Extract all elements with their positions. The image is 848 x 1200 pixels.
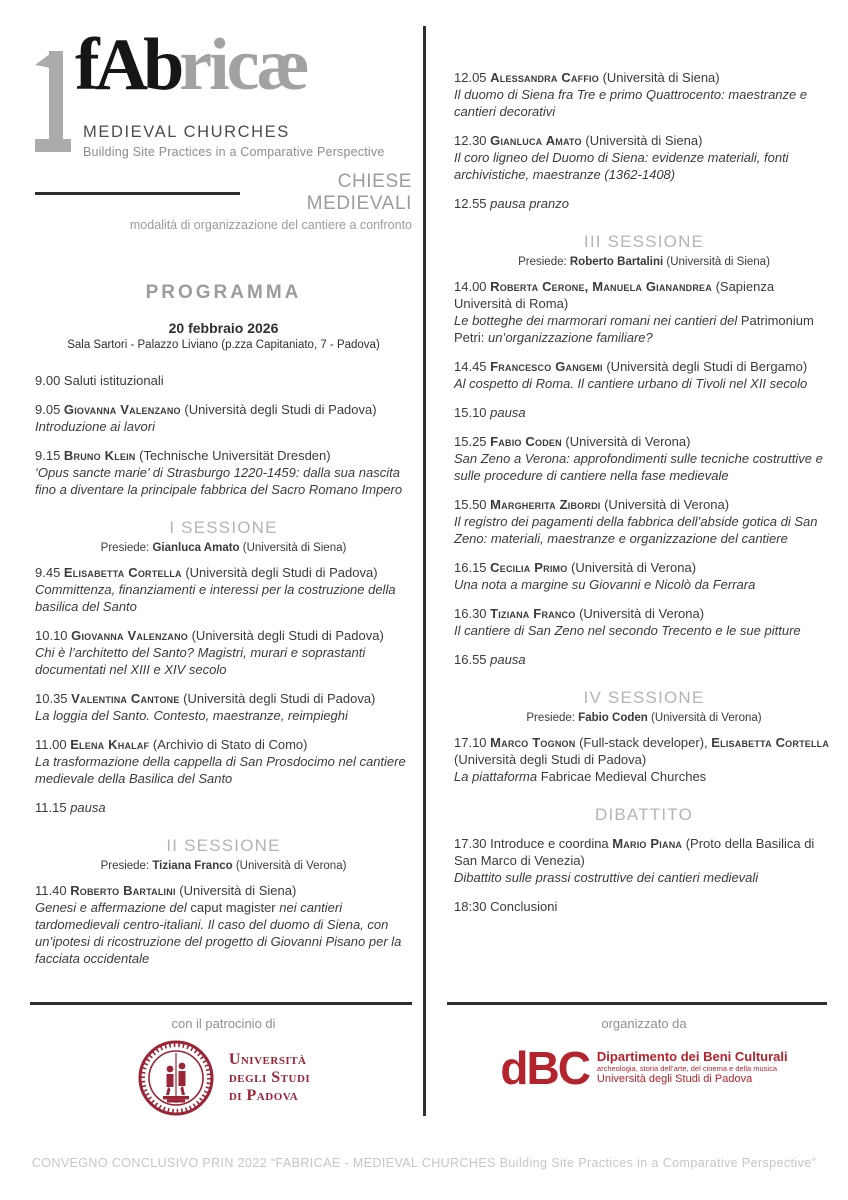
schedule-line: 12.55 pausa pranzo [454, 196, 569, 211]
entry-speaker-line: 10.35 Valentina Cantone (Università degli Studi di Padova) [35, 691, 376, 706]
schedule-entry [35, 690, 412, 724]
schedule-entry [454, 835, 834, 886]
schedule-entry [35, 736, 412, 787]
schedule-line: 15.10 pausa [454, 405, 526, 420]
entry-talk-title: Il cantiere di San Zeno nel secondo Trecento e le sue pitture [454, 623, 801, 638]
unipd-name-line: degli Studi [228, 1069, 311, 1086]
program-date: 20 febbraio 2026 [168, 320, 279, 336]
schedule-entry [454, 605, 834, 639]
entry-talk-title: Committenza, finanziamenti e interessi per la costruzione della basilica del Santo [35, 582, 396, 614]
entry-speaker-line: 16.30 Tiziana Franco (Università di Verona) [454, 606, 705, 621]
program-title: PROGRAMMA [145, 282, 302, 303]
entry-speaker-line: 11.00 Elena Khalaf (Archivio di Stato di Como) [35, 737, 308, 752]
session-title: IV SESSIONE [583, 688, 705, 707]
right-column [454, 48, 834, 927]
entry-speaker-line: 11.40 Roberto Bartalini (Università di Siena) [35, 883, 297, 898]
entry-talk-title: Chi è l’architetto del Santo? Magistri, murari e soprastanti documentati nel XIII e XIV secolo [35, 645, 366, 677]
left-column [35, 24, 412, 979]
schedule-entry [35, 627, 412, 678]
logo-wordmark [75, 25, 307, 105]
patronage-label: con il patrocinio di [171, 1016, 276, 1031]
entry-talk-title: Una nota a margine su Giovanni e Nicolò da Ferrara [454, 577, 756, 592]
unipd-name-line: Università [228, 1051, 307, 1068]
entry-speaker-line: 9.05 Giovanna Valenzano (Università degli Studi di Padova) [35, 402, 377, 417]
logo-tagline-english: Building Site Practices in a Comparative Perspective [83, 145, 385, 159]
entry-talk-title: La trasformazione della cappella di San Prosdocimo nel cantiere medievale della Basilica del Santo [35, 754, 406, 786]
subtitle-italian: modalità di organizzazione del cantiere a confronto [129, 218, 412, 232]
session-title: DIBATTITO [594, 805, 693, 824]
entry-speaker-line: 12.05 Alessandra Caffio (Università di Siena) [454, 70, 720, 85]
dbc-department-name: Dipartimento dei Beni Culturali [596, 1049, 788, 1064]
fabricae-logo [35, 24, 412, 165]
entry-talk-title: La loggia del Santo. Contesto, maestranze, reimpieghi [35, 708, 348, 723]
session-header [454, 805, 834, 825]
entry-talk-title: Dibattito sulle prassi costruttive dei cantieri medievali [454, 870, 759, 885]
entry-speaker-line: 15.50 Margherita Zibordi (Università di Verona) [454, 497, 730, 512]
logo-subtitle-english: MEDIEVAL CHURCHES [83, 123, 290, 141]
footer-text: CONVEGNO CONCLUSIVO PRIN 2022 “FABRICAE - MEDIEVAL CHURCHES Building Site Practices in a Comparative Perspective” [31, 1156, 817, 1170]
unipd-name-line: di Padova [228, 1087, 299, 1104]
unipd-name [229, 1051, 310, 1105]
column-right-list [454, 69, 834, 915]
session-header [35, 518, 412, 554]
organizer-label: organizzato da [601, 1016, 687, 1031]
organizer-block [454, 1016, 834, 1094]
schedule-entry [454, 734, 834, 785]
column-left-list [35, 372, 412, 967]
schedule-entry [454, 69, 834, 120]
dbc-university-name: Università degli Studi di Padova [596, 1073, 753, 1085]
italian-header [35, 171, 412, 232]
schedule-entry [454, 559, 834, 593]
entry-talk-title: San Zeno a Verona: approfondimenti sulle tecniche costruttive e sulle procedure di cantiere nella fase medievale [454, 451, 823, 483]
session-header [35, 836, 412, 872]
program-venue: Sala Sartori - Palazzo Liviano (p.zza Capitaniato, 7 - Padova) [67, 339, 380, 351]
patronage-block [35, 1016, 412, 1117]
schedule-entry [454, 433, 834, 484]
session-chair: Presiede: Gianluca Amato (Università di Siena) [100, 542, 347, 554]
header-rule [35, 192, 240, 195]
entry-speaker-line: 9.15 Bruno Klein (Technische Universität Dresden) [35, 448, 331, 463]
entry-talk-title: ‘Opus sancte marie’ di Strasburgo 1220-1459: dalla sua nascita fino a diventare la principale fabbrica del Sacro Romano Impero [35, 465, 403, 497]
schedule-entry [35, 882, 412, 967]
entry-speaker-line: 14.45 Francesco Gangemi (Università degli Studi di Bergamo) [454, 359, 808, 374]
entry-speaker-line: 17.30 Introduce e coordina Mario Piana (Proto della Basilica di San Marco di Venezia) [454, 836, 815, 868]
left-bottom-rule [30, 1002, 412, 1005]
entry-talk-title: Il registro dei pagamenti della fabbrica dell’abside gotica di San Zeno: materiali, maestranze e organizzazione del cantiere [454, 514, 818, 546]
entry-speaker-line: 16.15 Cecilia Primo (Università di Verona) [454, 560, 697, 575]
entry-talk-title: Al cospetto di Roma. Il cantiere urbano di Tivoli nel XII secolo [454, 376, 808, 391]
entry-talk-title: Genesi e affermazione del caput magister nei cantieri tardomedievali centro-italiani. Il caso del duomo di Siena, con un’ipotesi di ricostruzione del progetto di Giovanni Pisano per la facciata occidentale [35, 900, 402, 966]
session-title: I SESSIONE [169, 518, 278, 537]
schedule-line: 18:30 Conclusioni [454, 899, 558, 914]
session-header [454, 232, 834, 268]
session-title: III SESSIONE [583, 232, 705, 251]
dbc-logo: dBC [500, 1042, 589, 1094]
entry-talk-title: Il coro ligneo del Duomo di Siena: evidenze materiali, fonti archivistiche, maestranze (1362-1408) [454, 150, 789, 182]
session-chair: Presiede: Tiziana Franco (Università di Verona) [100, 860, 347, 872]
schedule-entry [454, 496, 834, 547]
title-italian: CHIESE MEDIEVALI [306, 171, 412, 214]
session-title: II SESSIONE [166, 836, 281, 855]
entry-speaker-line: 17.10 Marco Tognon (Full-stack developer), Elisabetta Cortella (Università degli Studi di Padova) [454, 735, 830, 767]
schedule-entry [35, 401, 412, 435]
session-chair: Presiede: Fabio Coden (Università di Verona) [526, 712, 762, 724]
entry-talk-title: Le botteghe dei marmorari romani nei cantieri del Patrimonium Petri: un’organizzazione familiare? [454, 313, 814, 345]
schedule-entry [454, 278, 834, 346]
schedule-line: 11.15 pausa [35, 800, 106, 815]
session-chair: Presiede: Roberto Bartalini (Università di Siena) [518, 256, 770, 268]
entry-talk-title: Il duomo di Siena fra Tre e primo Quattrocento: maestranze e cantieri decorativi [454, 87, 808, 119]
entry-speaker-line: 14.00 Roberta Cerone, Manuela Gianandrea (Sapienza Università di Roma) [454, 279, 775, 311]
entry-speaker-line: 12.30 Gianluca Amato (Università di Siena) [454, 133, 703, 148]
entry-speaker-line: 9.45 Elisabetta Cortella (Università degli Studi di Padova) [35, 565, 378, 580]
session-header [454, 688, 834, 724]
schedule-entry [35, 447, 412, 498]
schedule-entry [35, 564, 412, 615]
column-divider [423, 26, 426, 1116]
logo-word-black: fAb [75, 24, 180, 106]
dbc-text [597, 1050, 788, 1086]
unipd-seal-icon [137, 1039, 215, 1117]
logo-word-gray: ricæ [179, 24, 307, 106]
dbc-disciplines: archeologia, storia dell’arte, del cinema e della musica [596, 1064, 778, 1073]
entry-talk-title: Introduzione ai lavori [35, 419, 155, 434]
schedule-line: 9.00 Saluti istituzionali [35, 373, 164, 388]
schedule-entry [454, 358, 834, 392]
logo-numeral-icon [35, 51, 71, 151]
entry-speaker-line: 10.10 Giovanna Valenzano (Università degli Studi di Padova) [35, 628, 384, 643]
entry-talk-title: La piattaforma Fabricae Medieval Churches [454, 769, 707, 784]
schedule-entry [454, 132, 834, 183]
entry-speaker-line: 15.25 Fabio Coden (Università di Verona) [454, 434, 691, 449]
right-bottom-rule [447, 1002, 827, 1005]
schedule-line: 16.55 pausa [454, 652, 526, 667]
